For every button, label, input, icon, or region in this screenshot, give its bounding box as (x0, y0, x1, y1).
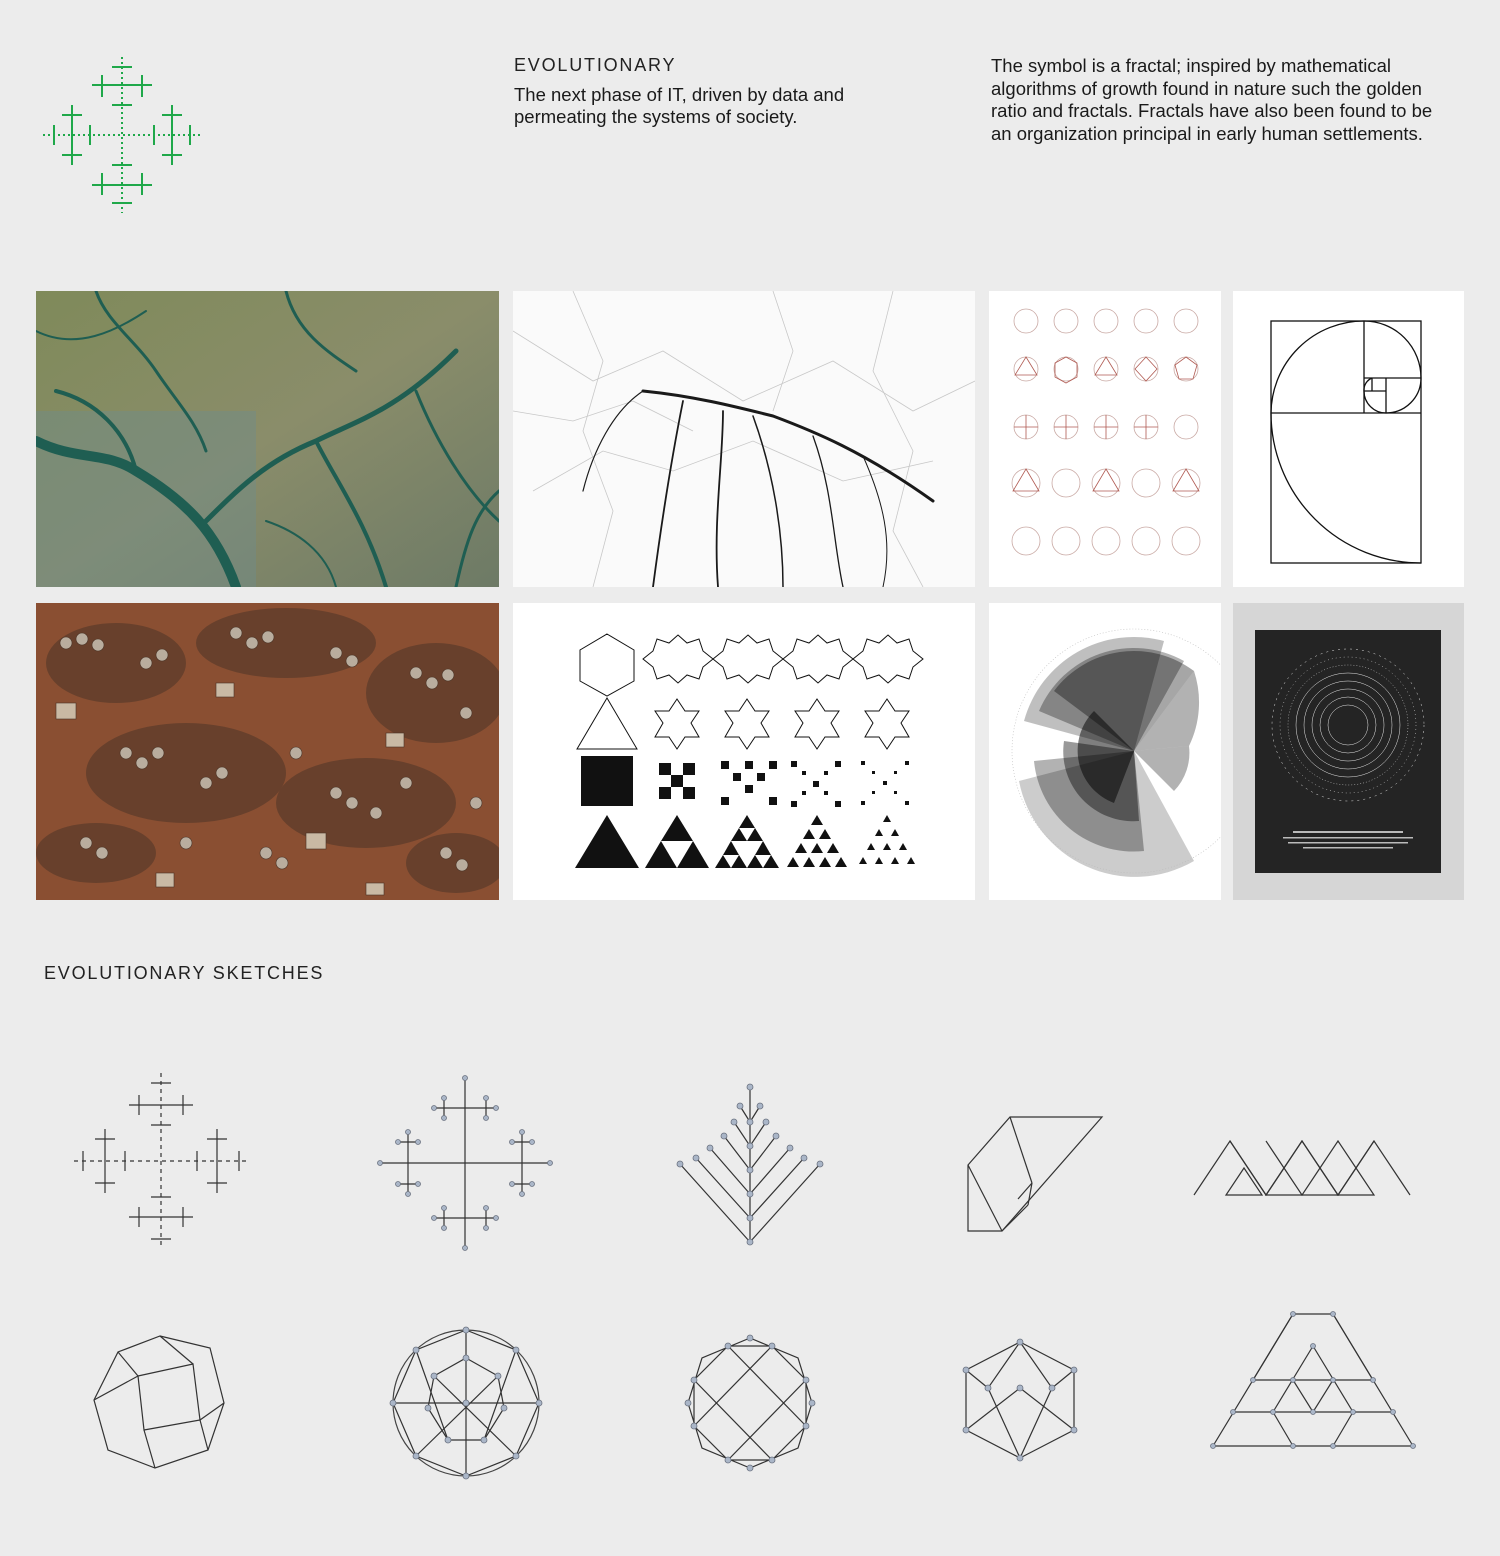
sketch-branching-tree (650, 1072, 850, 1262)
fractal-iterations-image (513, 603, 975, 900)
section-description: The next phase of IT, driven by data and permeating the systems of society. (514, 84, 845, 127)
sketch-woven-octagon (650, 1308, 850, 1498)
sketch-polyhedron-square (58, 1308, 258, 1498)
golden-ratio-spiral-image (1233, 291, 1464, 587)
evolutionary-symbol-icon (40, 55, 205, 215)
most-played-songs-poster-image (1233, 603, 1464, 900)
sketch-fractal-cross-dashed (62, 1068, 262, 1258)
sketches-title: EVOLUTIONARY SKETCHES (44, 963, 325, 983)
sketch-triangle-chain (1190, 1085, 1415, 1275)
section-title: EVOLUTIONARY (514, 55, 677, 75)
sketch-hexagon-diamond (920, 1308, 1120, 1498)
radial-data-visualization-image (989, 603, 1221, 900)
sketch-geodesic-sphere (366, 1308, 566, 1498)
village-settlement-aerial-image (36, 603, 499, 900)
sketch-fractal-cross-nodes (366, 1068, 566, 1258)
river-delta-aerial-image (36, 291, 499, 587)
sketch-golden-folds (940, 1085, 1140, 1275)
sacred-geometry-chart-image (989, 291, 1221, 587)
sketch-sierpinski-hex (1205, 1300, 1420, 1460)
symbol-explanation: The symbol is a fractal; inspired by mathematical algorithms of growth found in nature such the golden ratio and fractals. Fractals have also been found to be an organization principal in early human settlements. (991, 55, 1433, 144)
branching-network-map-image (513, 291, 975, 587)
